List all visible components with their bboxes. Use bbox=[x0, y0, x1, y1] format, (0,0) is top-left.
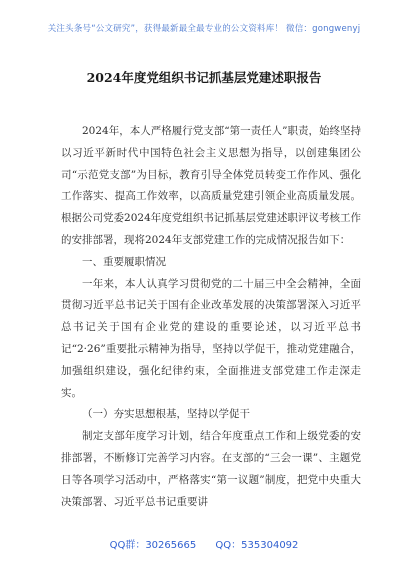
intro-paragraph: 2024年，本人严格履行党支部“第一责任人”职责，始终坚持以习近平新时代中国特色社会主义思想为指导，以创建集团公司“示范党支部”为目标，教育引导全体党员转变工作作风、强化工作落实、提高工作效率，以高质量党建引领企业高质量发展。根据公司党委2024年度党组织书记抓基层党建述职评议考核工作的安排部署，现将2024年支部党建工作的完成情况报告如下： bbox=[61, 125, 361, 246]
qq-number-text: QQ：535304092 bbox=[215, 540, 299, 551]
header-banner: 关注头条号“公文研究”，获得最新最全最专业的公文资料库！ 微信：gongwenyj bbox=[47, 24, 361, 34]
section-heading: 一、重要履职情况 bbox=[82, 255, 166, 268]
subsection-paragraph: 制定支部年度学习计划，结合年度重点工作和上级党委的安排部署，不断修订完善学习内容。在支部的“三会一课”、主题党日等各项学习活动中，严格落实“第一议题”制度，把党中央重大决策部署、习近平总书记重要讲 bbox=[61, 430, 361, 508]
section-paragraph: 一年来，本人认真学习贯彻党的二十届三中全会精神，全面贯彻习近平总书记关于国有企业改革发展的决策部署深入习近平总书记关于国有企业党的建设的重要论述，以习近平总书记“2·26”重要批示精神为指导，坚持以学促干，推动党建融合，加强组织建设，强化纪律约束，全面推进支部党建工作走深走实。 bbox=[61, 277, 361, 399]
qq-group-text: QQ群：30265665 bbox=[109, 540, 197, 551]
document-title: 2024年度党组织书记抓基层党建述职报告 bbox=[86, 70, 322, 85]
document-body bbox=[61, 121, 361, 513]
footer-contact bbox=[0, 536, 408, 551]
subsection-heading: （一）夯实思想根基，坚持以学促干 bbox=[82, 408, 250, 421]
